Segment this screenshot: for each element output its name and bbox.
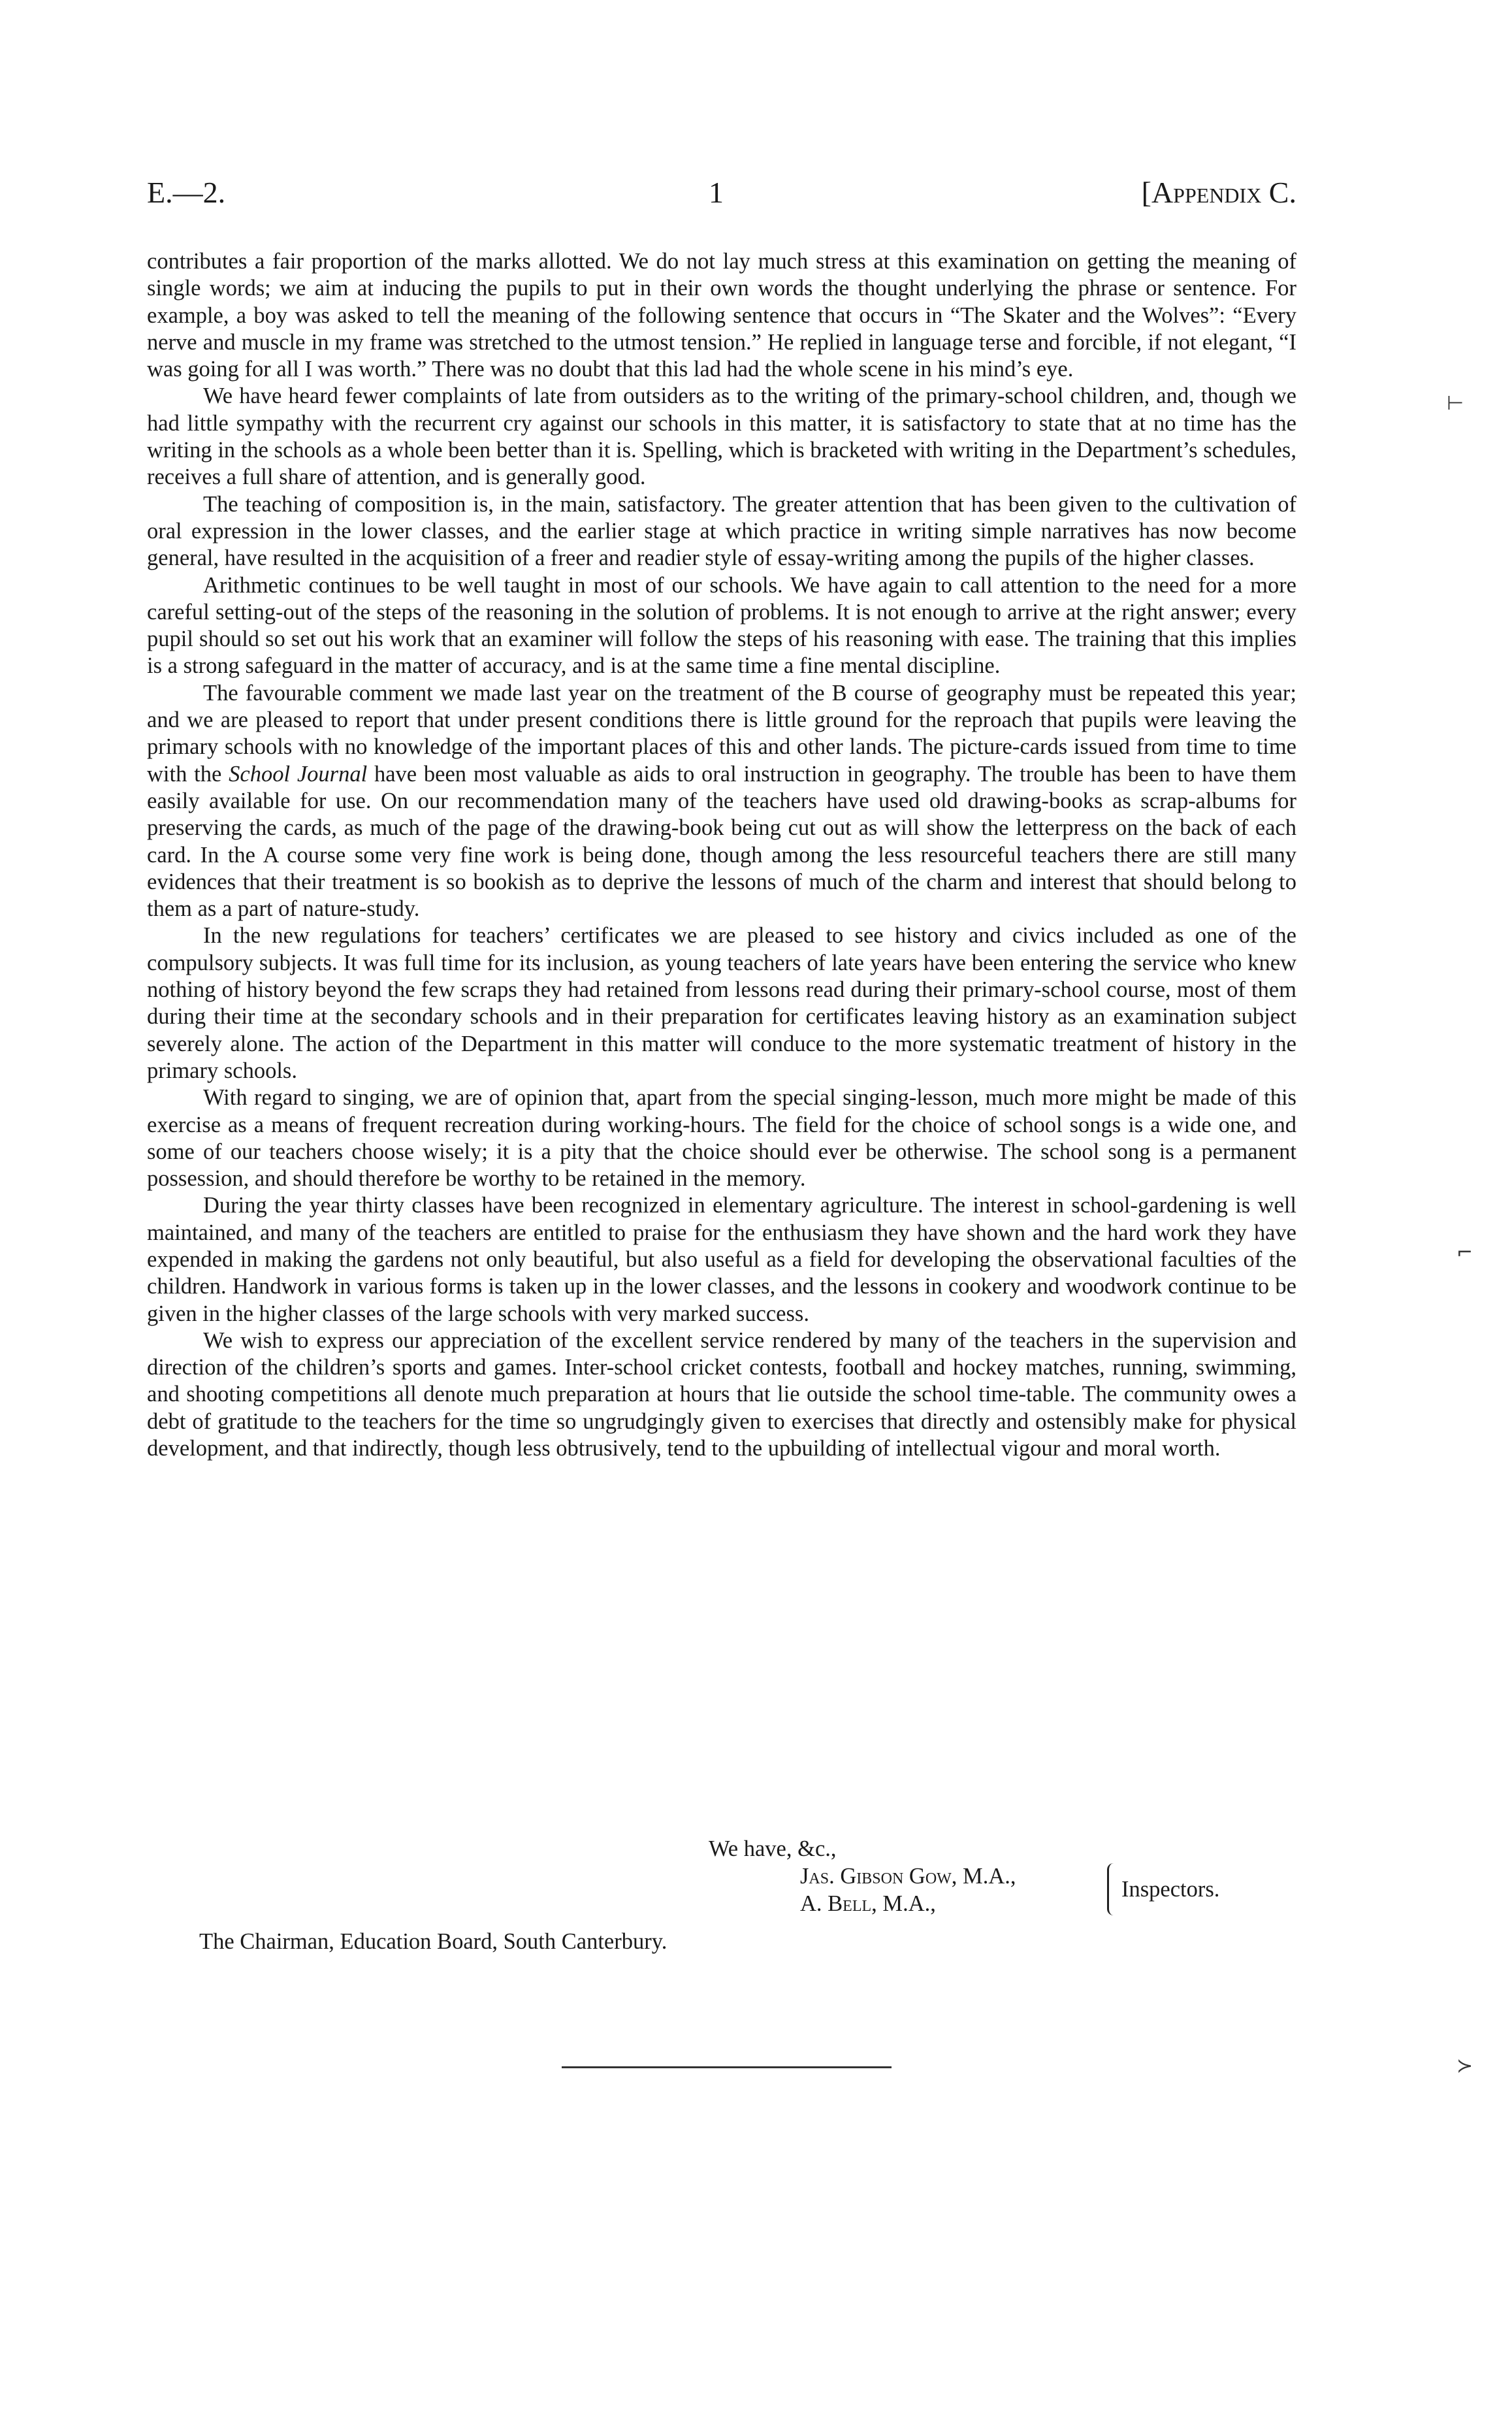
paragraph-text: Arithmetic continues to be well taught in most of our schools. We have again to call attention to the need for a more careful setting-out of the steps of the reasoning in the solution of problems. It is not enough to arrive at the right answer; every pupil should so set out his work that an examiner will follow the steps of his reasoning with ease. The training that this implies is a strong safeguard in the matter of accuracy, and is at the same time a fine mental discipline. xyxy=(147,572,1296,679)
paragraph xyxy=(147,680,1296,923)
paragraph-text: have been most valuable as aids to oral instruction in geography. The trouble has been to have them easily available for use. On our recommendation many of the teachers have used old drawing-books as scrap-albums for preserving the cards, as much of the page of the drawing-book being cut out as will show the letterpress on the back of each card. In the A course some very fine work is being done, though among the less resourceful teachers there are still many evidences that their treatment is so bookish as to deprive the lessons of much of the charm and interest that should belong to them as a part of nature-study. xyxy=(147,761,1297,922)
paragraph xyxy=(147,922,1296,1084)
margin-mark: ≻ xyxy=(1456,2055,1473,2077)
signatory-bell: A. Bell, M.A., xyxy=(800,1891,936,1916)
paragraph xyxy=(147,248,1296,383)
signatories-brace xyxy=(1107,1863,1118,1915)
page-number: 1 xyxy=(709,176,724,209)
paragraph xyxy=(147,1327,1296,1462)
paragraph xyxy=(147,572,1296,680)
paragraph-text: During the year thirty classes have been recognized in elementary agriculture. The interest in school-gardening is well maintained, and many of the teachers are entitled to praise for the enthusiasm they have shown and the hard work they have expended in making the gardens not only beautiful, but also useful as a field for developing the observational faculties of the children. Handwork in various forms is taken up in the lower classes, and the lessons in cookery and woodwork continue to be given in the higher classes of the large schools with very marked success. xyxy=(147,1193,1296,1326)
italic-title: School Journal xyxy=(229,761,368,787)
recipient-line: The Chairman, Education Board, South Canterbury. xyxy=(199,1929,668,1954)
paragraph-text: We wish to express our appreciation of the excellent service rendered by many of the teachers in the supervision and direction of the children’s sports and games. Inter-school cricket contests, football and hockey matches, running, swimming, and shooting competitions all denote much preparation at hours that lie outside the school time-table. The community owes a debt of gratitude to the teachers for the time so ungrudgingly given to exercises that directly and ostensibly make for physical development, and that indirectly, though less obtrusively, tend to the upbuilding of intellectual vigour and moral worth. xyxy=(147,1327,1296,1461)
paragraph xyxy=(147,383,1296,491)
paragraph xyxy=(147,491,1296,572)
closing-rule xyxy=(562,2066,892,2068)
paragraph-text: The teaching of composition is, in the main, satisfactory. The greater attention that has been given to the cultivation of oral expression in the lower classes, and the earlier stage at which practice in writing simple narratives has now become general, have resulted in the acquisition of a freer and readier style of essay-writing among the pupils of the higher classes. xyxy=(147,491,1296,571)
paragraph-text: In the new regulations for teachers’ certificates we are pleased to see history and civics included as one of the compulsory subjects. It was full time for its inclusion, as young teachers of late years have been entering the service who knew nothing of history beyond the few scraps they had retained from lessons read during their primary-school course, most of them during their time at the secondary schools and in their preparation for certificates leaving history as an examination subject severely alone. The action of the Department in this matter will conduce to the more systematic treatment of history in the primary schools. xyxy=(147,923,1296,1083)
signatory-gow: Jas. Gibson Gow, M.A., xyxy=(800,1864,1016,1889)
paragraph-text: The favourable comment we made last year on the treatment of the B course of geography must be repeated this year; and we are pleased to report that under present conditions there is little ground for the reproach that pupils were leaving the primary schools with no knowledge of the important places of this and other lands. The picture-cards issued from time to time with the xyxy=(147,680,1296,787)
report-code: E.—2. xyxy=(147,176,226,209)
margin-mark: ⊢ xyxy=(1447,392,1464,415)
paragraph xyxy=(147,1084,1296,1192)
greeting: We have, &c., xyxy=(709,1836,837,1861)
paragraph-text: We have heard fewer complaints of late from outsiders as to the writing of the primary-school children, and, though we had little sympathy with the recurrent cry against our schools in this matter, it is satisfactory to state that at no time has the writing in the schools as a whole been better than it is. Spelling, which is bracketed with writing in the Department’s schedules, receives a full share of attention, and is generally good. xyxy=(147,383,1296,490)
report-body xyxy=(147,248,1296,1462)
paragraph-text: contributes a fair proportion of the marks allotted. We do not lay much stress at this examination on getting the meaning of single words; we aim at inducing the pupils to put in their own words the thought underlying the phrase or sentence. For example, a boy was asked to tell the meaning of the following sentence that occurs in “The Skater and the Wolves”: “Every nerve and muscle in my frame was stretched to the utmost tension.” He replied in language terse and forcible, if not elegant, “I was going for all I was worth.” There was no doubt that this lad had the whole scene in his mind’s eye. xyxy=(147,249,1296,382)
paragraph xyxy=(147,1192,1296,1327)
paragraph-text: With regard to singing, we are of opinion that, apart from the special singing-lesson, much more might be made of this exercise as a means of frequent recreation during working-hours. The field for the choice of school songs is a wide one, and some of our teachers choose wisely; it is a pity that the choice should ever be otherwise. The school song is a permanent possession, and should therefore be worthy to be retained in the memory. xyxy=(147,1085,1296,1192)
page-header xyxy=(147,175,1296,221)
margin-mark: ⌐ xyxy=(1456,1241,1473,1264)
appendix-label: [Appendix C. xyxy=(1141,176,1296,209)
inspectors-label: Inspectors. xyxy=(1121,1877,1220,1902)
